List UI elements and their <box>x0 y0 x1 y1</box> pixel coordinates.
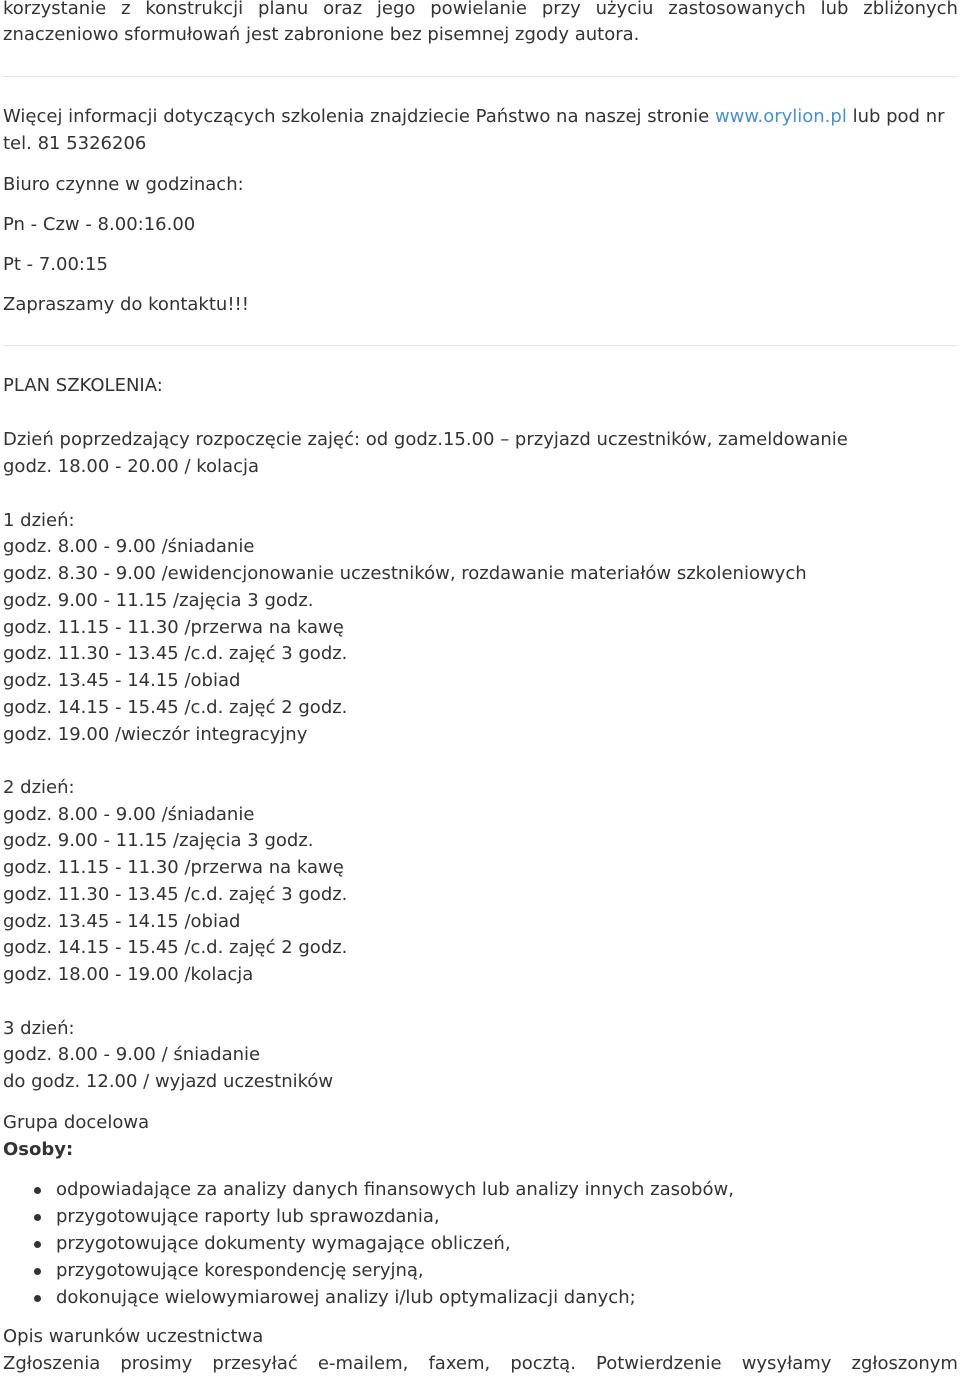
schedule-item: godz. 9.00 - 11.15 /zajęcia 3 godz. <box>3 590 314 611</box>
bullet-dot-icon <box>34 1268 41 1275</box>
plan-heading: PLAN SZKOLENIA: <box>3 375 163 396</box>
list-item: przygotowujące dokumenty wymagające obliczeń, <box>0 1233 734 1260</box>
word: z <box>121 0 131 19</box>
contact-info-line <box>3 106 945 128</box>
bullet-dot-icon <box>34 1241 41 1248</box>
divider <box>3 76 958 77</box>
word: Zgłoszenia <box>3 1353 101 1374</box>
word: lub <box>820 0 849 19</box>
schedule-item: godz. 18.00 - 19.00 /kolacja <box>3 964 254 985</box>
bullet-dot-icon <box>34 1295 41 1302</box>
schedule-item: godz. 13.45 - 14.15 /obiad <box>3 670 241 691</box>
phone-line: tel. 81 5326206 <box>3 133 147 154</box>
website-link[interactable]: www.orylion.pl <box>714 106 847 127</box>
target-heading: Grupa docelowa <box>3 1112 150 1133</box>
word: przesyłać <box>212 1353 298 1374</box>
hours-fri: Pt - 7.00:15 <box>3 254 108 275</box>
list-item: przygotowujące raporty lub sprawozdania, <box>0 1206 734 1233</box>
word: jego <box>376 0 416 19</box>
schedule-item: godz. 8.30 - 9.00 /ewidencjonowanie uczestników, rozdawanie materiałów szkoleniowych <box>3 563 807 584</box>
schedule-item: godz. 8.00 - 9.00 /śniadanie <box>3 536 255 557</box>
word: korzystanie <box>3 0 107 19</box>
persons-label: Osoby: <box>3 1139 74 1160</box>
list-item: przygotowujące korespondencję seryjną, <box>0 1260 734 1287</box>
divider <box>3 345 958 346</box>
bullet-dot-icon <box>34 1187 41 1194</box>
word: użyciu <box>595 0 654 19</box>
word: oraz <box>323 0 363 19</box>
schedule-item: godz. 11.30 - 13.45 /c.d. zajęć 3 godz. <box>3 643 348 664</box>
schedule-item: godz. 11.30 - 13.45 /c.d. zajęć 3 godz. <box>3 884 348 905</box>
schedule-item: godz. 14.15 - 15.45 /c.d. zajęć 2 godz. <box>3 697 348 718</box>
schedule-item: do godz. 12.00 / wyjazd uczestników <box>3 1071 334 1092</box>
intro-line-1 <box>3 0 958 20</box>
word: zbliżonych <box>863 0 958 19</box>
contact-info-suffix: lub pod nr <box>852 106 945 127</box>
word: wysyłamy <box>741 1353 832 1374</box>
plan-day0-line: godz. 18.00 - 20.00 / kolacja <box>3 456 260 477</box>
word: pocztą. <box>510 1353 576 1374</box>
word: powielanie <box>430 0 527 19</box>
contact-invite: Zapraszamy do kontaktu!!! <box>3 294 249 315</box>
word: przy <box>541 0 581 19</box>
word: planu <box>258 0 309 19</box>
word: konstrukcji <box>145 0 244 19</box>
schedule-item: godz. 19.00 /wieczór integracyjny <box>3 724 308 745</box>
intro-line-2: znaczeniowo sformułowań jest zabronione bez pisemnej zgody autora. <box>3 24 640 45</box>
word: e-mailem, <box>317 1353 409 1374</box>
word: faxem, <box>428 1353 491 1374</box>
word: zastosowanych <box>668 0 806 19</box>
day3-label: 3 dzień: <box>3 1018 75 1039</box>
bullet-dot-icon <box>34 1214 41 1221</box>
word: prosimy <box>120 1353 193 1374</box>
hours-mon-thu: Pn - Czw - 8.00:16.00 <box>3 214 196 235</box>
schedule-item: godz. 9.00 - 11.15 /zajęcia 3 godz. <box>3 830 314 851</box>
list-item: dokonujące wielowymiarowej analizy i/lub optymalizacji danych; <box>0 1287 734 1314</box>
conditions-line <box>3 1353 958 1375</box>
schedule-item: godz. 8.00 - 9.00 /śniadanie <box>3 804 255 825</box>
target-list <box>0 1179 734 1314</box>
plan-day0-line: Dzień poprzedzający rozpoczęcie zajęć: od godz.15.00 – przyjazd uczestników, zameldowanie <box>3 429 848 450</box>
word: zgłoszonym <box>851 1353 958 1374</box>
schedule-item: godz. 8.00 - 9.00 / śniadanie <box>3 1044 261 1065</box>
hours-label: Biuro czynne w godzinach: <box>3 174 244 195</box>
day2-label: 2 dzień: <box>3 777 75 798</box>
conditions-heading: Opis warunków uczestnictwa <box>3 1326 264 1347</box>
contact-info-text: Więcej informacji dotyczących szkolenia znajdziecie Państwo na naszej stronie <box>3 106 710 127</box>
schedule-item: godz. 11.15 - 11.30 /przerwa na kawę <box>3 617 344 638</box>
schedule-item: godz. 11.15 - 11.30 /przerwa na kawę <box>3 857 344 878</box>
schedule-item: godz. 13.45 - 14.15 /obiad <box>3 911 241 932</box>
schedule-item: godz. 14.15 - 15.45 /c.d. zajęć 2 godz. <box>3 937 348 958</box>
list-item: odpowiadające za analizy danych finansowych lub analizy innych zasobów, <box>0 1179 734 1206</box>
word: Potwierdzenie <box>596 1353 722 1374</box>
day1-label: 1 dzień: <box>3 510 75 531</box>
